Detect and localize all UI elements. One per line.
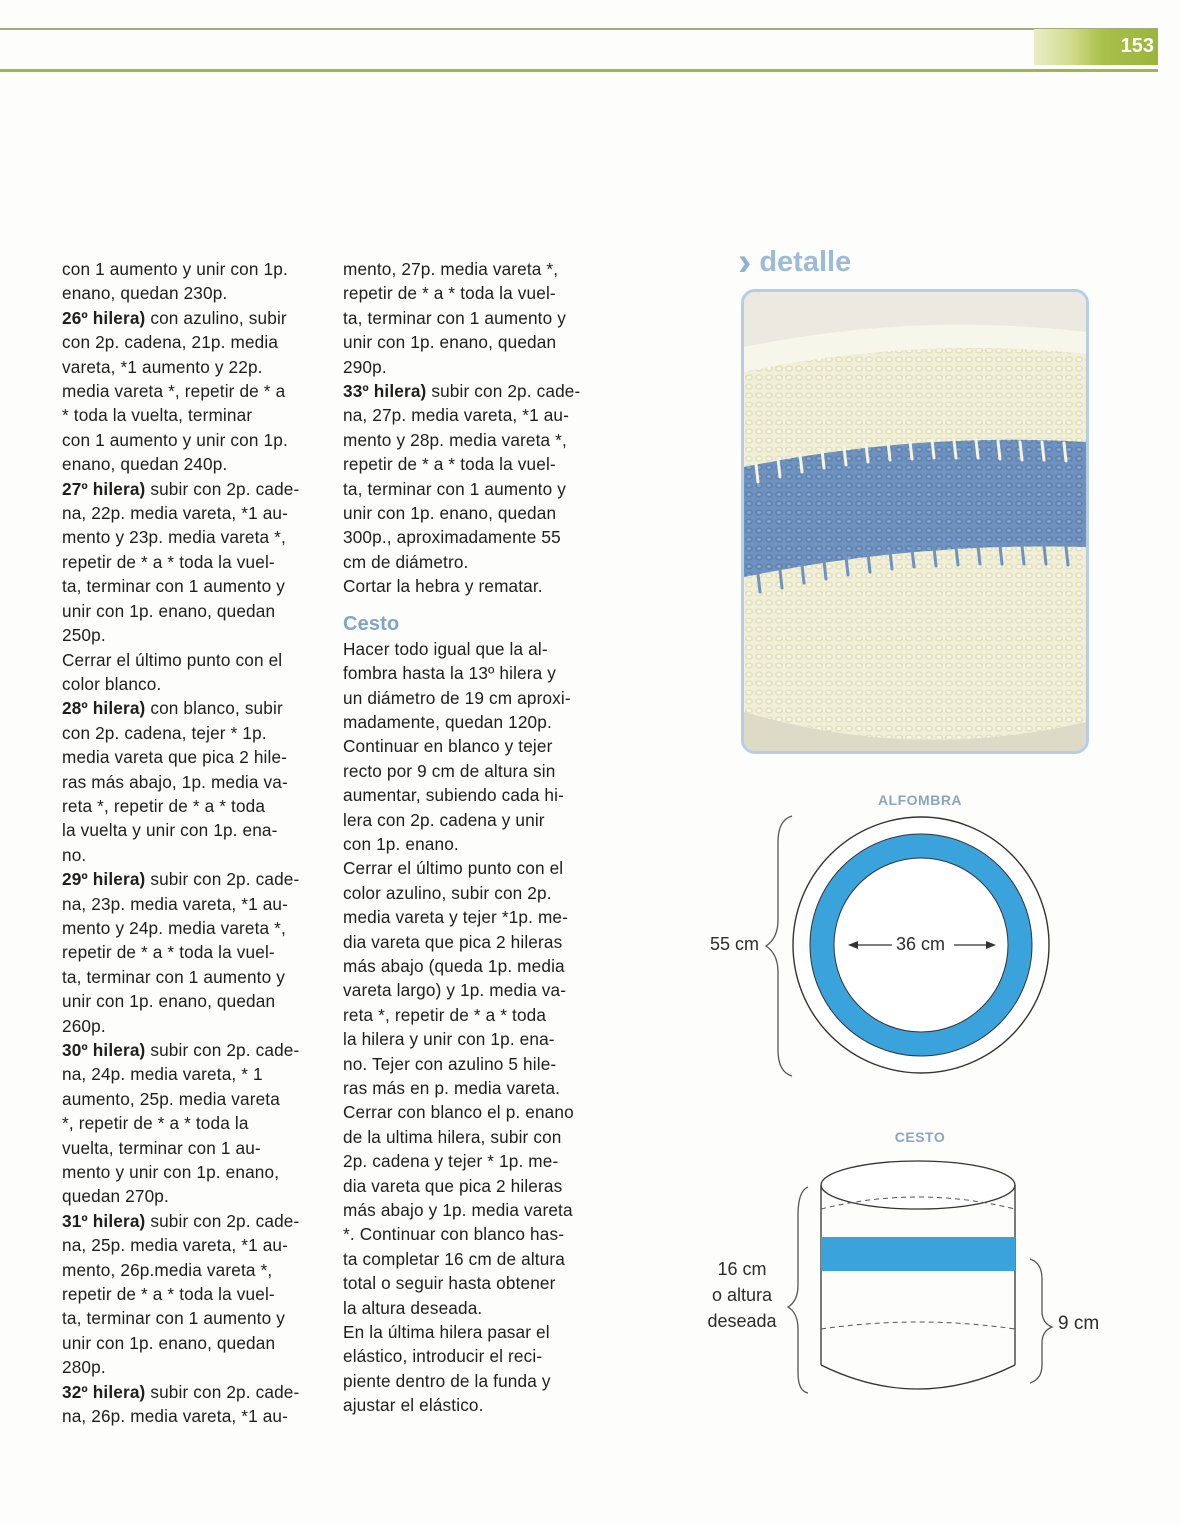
line-text: vuelta, terminar con 1 au- xyxy=(62,1137,261,1158)
alfombra-inner-label: 36 cm xyxy=(896,934,946,954)
line-text: mento y 28p. media vareta *, xyxy=(343,429,567,450)
line-text: na, 27p. media vareta, *1 au- xyxy=(343,405,570,426)
text-line xyxy=(343,783,607,807)
line-text: na, 23p. media vareta, *1 au- xyxy=(62,893,289,914)
line-text: Cortar la hebra y rematar. xyxy=(343,576,543,597)
line-text: de la ultima hilera, subir con xyxy=(343,1126,562,1147)
line-text: enano, quedan 230p. xyxy=(62,283,228,304)
line-text: mento y unir con 1p. enano, xyxy=(62,1162,280,1183)
line-text: unir con 1p. enano, quedan xyxy=(343,503,557,524)
line-text: mento y 24p. media vareta *, xyxy=(62,917,286,938)
line-text: media vareta y tejer *1p. me- xyxy=(343,907,569,928)
row-label: 30º hilera) xyxy=(62,1040,146,1060)
line-text: ta, terminar con 1 aumento y xyxy=(343,307,566,328)
row-label: 33º hilera) xyxy=(343,381,427,402)
line-text: *, repetir de * a * toda la xyxy=(62,1113,249,1134)
line-text: la hilera y unir con 1p. ena- xyxy=(343,1029,555,1050)
text-line xyxy=(62,721,324,745)
text-line xyxy=(343,930,607,954)
line-text: unir con 1p. enano, quedan xyxy=(62,600,276,621)
text-line xyxy=(343,1027,607,1051)
text-line xyxy=(343,1222,607,1246)
text-line xyxy=(343,574,607,598)
text-line xyxy=(62,672,324,696)
text-line xyxy=(62,989,324,1013)
line-text: subir con 2p. cade- xyxy=(145,1210,300,1231)
line-text: con 1 aumento y unir con 1p. xyxy=(62,429,288,450)
row-label: 31º hilera) xyxy=(62,1210,146,1231)
row-label: 26º hilera) xyxy=(62,307,146,328)
text-line xyxy=(62,1282,324,1306)
chevron-right-icon: › xyxy=(738,240,752,284)
text-line xyxy=(62,1380,324,1404)
text-line xyxy=(62,965,324,989)
text-line xyxy=(343,832,607,856)
text-column-2 xyxy=(343,257,607,1418)
line-text: con 1 aumento y unir con 1p. xyxy=(62,259,288,279)
row-label: 32º hilera) xyxy=(62,1381,146,1402)
line-text: con blanco, subir xyxy=(145,698,283,719)
text-line xyxy=(343,734,607,758)
text-line xyxy=(62,477,324,501)
text-line xyxy=(343,1393,607,1417)
text-line xyxy=(343,281,607,305)
text-line xyxy=(62,1209,324,1233)
text-line xyxy=(62,1014,324,1038)
text-line xyxy=(62,1062,324,1086)
text-line xyxy=(62,696,324,720)
line-text: enano, quedan 240p. xyxy=(62,454,228,475)
line-text: mento y 23p. media vareta *, xyxy=(62,527,286,548)
text-line xyxy=(343,403,607,427)
line-text: color blanco. xyxy=(62,673,162,694)
line-text: Cerrar el último punto con el xyxy=(343,858,564,879)
text-line xyxy=(62,525,324,549)
text-line xyxy=(343,1296,607,1320)
brace-9cm xyxy=(1030,1259,1052,1383)
line-text: ta, terminar con 1 aumento y xyxy=(62,576,285,597)
text-column-1 xyxy=(62,257,324,1429)
line-text: En la última hilera pasar el xyxy=(343,1322,550,1343)
line-text: * toda la vuelta, terminar xyxy=(62,405,253,426)
line-text: dia vareta que pica 2 hileras xyxy=(343,931,563,952)
row-label: 27º hilera) xyxy=(62,478,146,499)
line-text: na, 26p. media vareta, *1 au- xyxy=(62,1406,289,1427)
line-text: ras más abajo, 1p. media va- xyxy=(62,771,288,792)
text-line xyxy=(343,1344,607,1368)
text-line xyxy=(62,599,324,623)
text-line xyxy=(62,648,324,672)
line-text: 260p. xyxy=(62,1015,106,1036)
text-line xyxy=(62,257,324,281)
line-text: media vareta *, repetir de * a xyxy=(62,381,286,402)
text-line xyxy=(62,1331,324,1355)
line-text: con 2p. cadena, tejer * 1p. xyxy=(62,722,267,743)
cesto-blue-band xyxy=(821,1237,1015,1271)
line-text: piente dentro de la funda y xyxy=(343,1370,551,1391)
header-rule-bottom xyxy=(0,69,1158,72)
text-line xyxy=(62,1184,324,1208)
text-line xyxy=(343,856,607,880)
text-line xyxy=(62,867,324,891)
text-line xyxy=(62,403,324,427)
text-line xyxy=(343,1369,607,1393)
line-text: *. Continuar con blanco has- xyxy=(343,1224,565,1245)
text-line xyxy=(62,281,324,305)
line-text: recto por 9 cm de altura sin xyxy=(343,760,556,781)
dashed-bottom-inner xyxy=(821,1322,1015,1329)
text-line xyxy=(343,637,607,661)
line-text: 250p. xyxy=(62,625,106,646)
alfombra-title: ALFOMBRA xyxy=(877,792,963,808)
text-line xyxy=(343,905,607,929)
text-column-2-part-b xyxy=(343,637,607,1418)
text-line xyxy=(343,1076,607,1100)
text-line xyxy=(343,355,607,379)
text-line xyxy=(62,306,324,330)
text-line xyxy=(343,1149,607,1173)
line-text: dia vareta que pica 2 hileras xyxy=(343,1175,563,1196)
text-line xyxy=(343,1247,607,1271)
text-line xyxy=(62,1233,324,1257)
detail-heading xyxy=(738,240,851,284)
line-text: ta, terminar con 1 aumento y xyxy=(62,966,285,987)
cesto-side-label: 9 cm xyxy=(1058,1313,1100,1334)
text-line xyxy=(62,1404,324,1428)
line-text: Cerrar el último punto con el xyxy=(62,649,283,670)
text-line xyxy=(62,1355,324,1379)
line-text: 290p. xyxy=(343,356,387,377)
brace-55cm xyxy=(766,816,792,1076)
text-line xyxy=(343,881,607,905)
text-line xyxy=(62,892,324,916)
text-line xyxy=(62,1306,324,1330)
text-line xyxy=(343,759,607,783)
text-line xyxy=(343,306,607,330)
text-line xyxy=(343,1052,607,1076)
section-title-cesto: Cesto xyxy=(343,612,400,635)
alfombra-outer-label: 55 cm xyxy=(710,934,760,954)
line-text: lera con 2p. cadena y unir xyxy=(343,809,545,830)
cesto-height-label xyxy=(700,1256,784,1334)
text-line xyxy=(343,525,607,549)
cesto-diagram xyxy=(780,1155,1080,1400)
line-text: cm de diámetro. xyxy=(343,551,469,572)
text-line xyxy=(62,745,324,769)
text-line xyxy=(343,686,607,710)
line-text: con azulino, subir xyxy=(145,307,287,328)
text-line xyxy=(343,808,607,832)
line-text: aumentar, subiendo cada hi- xyxy=(343,785,564,806)
row-label: 28º hilera) xyxy=(62,698,146,719)
cesto-height-label-line1: 16 cm xyxy=(717,1259,767,1279)
line-text: repetir de * a * toda la vuel- xyxy=(343,454,556,475)
line-text: no. xyxy=(62,844,87,865)
line-text: subir con 2p. cade- xyxy=(145,1040,300,1060)
line-text: mento, 27p. media vareta *, xyxy=(343,259,559,279)
header-rule-top xyxy=(0,28,1158,30)
text-line xyxy=(62,1258,324,1282)
text-line xyxy=(62,916,324,940)
cylinder-top xyxy=(821,1161,1015,1209)
line-text: aumento, 25p. media vareta xyxy=(62,1088,280,1109)
text-line xyxy=(343,1320,607,1344)
line-text: unir con 1p. enano, quedan xyxy=(62,1332,276,1353)
line-text: unir con 1p. enano, quedan xyxy=(343,332,557,353)
line-text: repetir de * a * toda la vuel- xyxy=(343,283,556,304)
line-text: reta *, repetir de * a * toda xyxy=(343,1004,547,1025)
line-text: subir con 2p. cade- xyxy=(145,1381,300,1402)
text-line xyxy=(62,574,324,598)
line-text: Cerrar con blanco el p. enano xyxy=(343,1102,574,1123)
row-label: 29º hilera) xyxy=(62,869,146,890)
line-text: la altura deseada. xyxy=(343,1297,483,1318)
line-text: reta *, repetir de * a * toda xyxy=(62,795,266,816)
text-line xyxy=(343,501,607,525)
line-text: subir con 2p. cade- xyxy=(145,478,300,499)
text-line xyxy=(343,330,607,354)
text-line xyxy=(343,1125,607,1149)
text-line xyxy=(62,794,324,818)
brace-16cm xyxy=(788,1187,808,1393)
text-line xyxy=(343,452,607,476)
text-line xyxy=(343,978,607,1002)
line-text: más abajo (queda 1p. media xyxy=(343,955,565,976)
line-text: subir con 2p. cade- xyxy=(145,869,300,890)
text-line xyxy=(343,661,607,685)
text-line xyxy=(62,550,324,574)
cesto-height-label-line3: deseada xyxy=(707,1311,777,1331)
line-text: Hacer todo igual que la al- xyxy=(343,638,548,659)
text-line xyxy=(62,379,324,403)
line-text: fombra hasta la 13º hilera y xyxy=(343,663,557,684)
line-text: elástico, introducir el reci- xyxy=(343,1346,543,1367)
text-line xyxy=(343,1003,607,1027)
text-line xyxy=(343,477,607,501)
line-text: 300p., aproximadamente 55 xyxy=(343,527,561,548)
text-line xyxy=(343,1100,607,1124)
line-text: vareta, *1 aumento y 22p. xyxy=(62,356,263,377)
line-text: madamente, quedan 120p. xyxy=(343,711,552,732)
crochet-basket-illustration xyxy=(744,292,1086,751)
detail-photo xyxy=(741,289,1089,754)
line-text: 2p. cadena y tejer * 1p. me- xyxy=(343,1151,559,1172)
line-text: repetir de * a * toda la vuel- xyxy=(62,551,275,572)
line-text: na, 22p. media vareta, *1 au- xyxy=(62,503,289,524)
line-text: repetir de * a * toda la vuel- xyxy=(62,942,275,963)
text-line xyxy=(62,623,324,647)
line-text: na, 24p. media vareta, * 1 xyxy=(62,1064,263,1085)
line-text: ta completar 16 cm de altura xyxy=(343,1248,566,1269)
text-line xyxy=(343,550,607,574)
text-line xyxy=(62,1111,324,1135)
line-text: repetir de * a * toda la vuel- xyxy=(62,1284,275,1305)
text-line xyxy=(343,257,607,281)
line-text: con 1p. enano. xyxy=(343,833,459,854)
text-line xyxy=(62,1136,324,1160)
text-line xyxy=(343,1198,607,1222)
cesto-title: CESTO xyxy=(894,1129,946,1145)
text-line xyxy=(62,770,324,794)
text-column-2-part-a xyxy=(343,257,607,599)
line-text: na, 25p. media vareta, *1 au- xyxy=(62,1235,289,1256)
text-line xyxy=(62,843,324,867)
text-line xyxy=(62,501,324,525)
line-text: un diámetro de 19 cm aproxi- xyxy=(343,687,571,708)
page-number: 153 xyxy=(1120,35,1154,57)
text-line xyxy=(62,1160,324,1184)
text-line xyxy=(62,940,324,964)
line-text: ras más en p. media vareta. xyxy=(343,1078,561,1098)
text-line xyxy=(62,818,324,842)
line-text: más abajo y 1p. media vareta xyxy=(343,1200,573,1221)
line-text: unir con 1p. enano, quedan xyxy=(62,991,276,1012)
line-text: color azulino, subir con 2p. xyxy=(343,882,552,903)
cesto-height-label-line2: o altura xyxy=(711,1285,773,1305)
line-text: no. Tejer con azulino 5 hile- xyxy=(343,1053,557,1074)
line-text: la vuelta y unir con 1p. ena- xyxy=(62,820,278,841)
line-text: subir con 2p. cade- xyxy=(426,381,581,402)
line-text: con 2p. cadena, 21p. media xyxy=(62,332,279,353)
text-line xyxy=(62,1038,324,1062)
text-line xyxy=(62,452,324,476)
line-text: ta, terminar con 1 aumento y xyxy=(343,478,566,499)
line-text: mento, 26p.media vareta *, xyxy=(62,1259,273,1280)
text-line xyxy=(62,330,324,354)
line-text: Continuar en blanco y tejer xyxy=(343,736,553,757)
text-line xyxy=(343,954,607,978)
text-line xyxy=(343,1271,607,1295)
line-text: quedan 270p. xyxy=(62,1186,169,1207)
text-line xyxy=(62,1087,324,1111)
cylinder-bottom xyxy=(821,1365,1015,1389)
text-line xyxy=(343,1174,607,1198)
line-text: vareta largo) y 1p. media va- xyxy=(343,980,567,1001)
line-text: ta, terminar con 1 aumento y xyxy=(62,1308,285,1329)
text-line xyxy=(343,710,607,734)
text-line xyxy=(62,428,324,452)
line-text: 280p. xyxy=(62,1357,106,1378)
line-text: ajustar el elástico. xyxy=(343,1395,484,1416)
line-text: total o seguir hasta obtener xyxy=(343,1273,556,1294)
text-line xyxy=(343,379,607,403)
text-line xyxy=(62,355,324,379)
detail-title: detalle xyxy=(759,245,852,278)
text-line xyxy=(343,428,607,452)
line-text: media vareta que pica 2 hile- xyxy=(62,747,288,768)
